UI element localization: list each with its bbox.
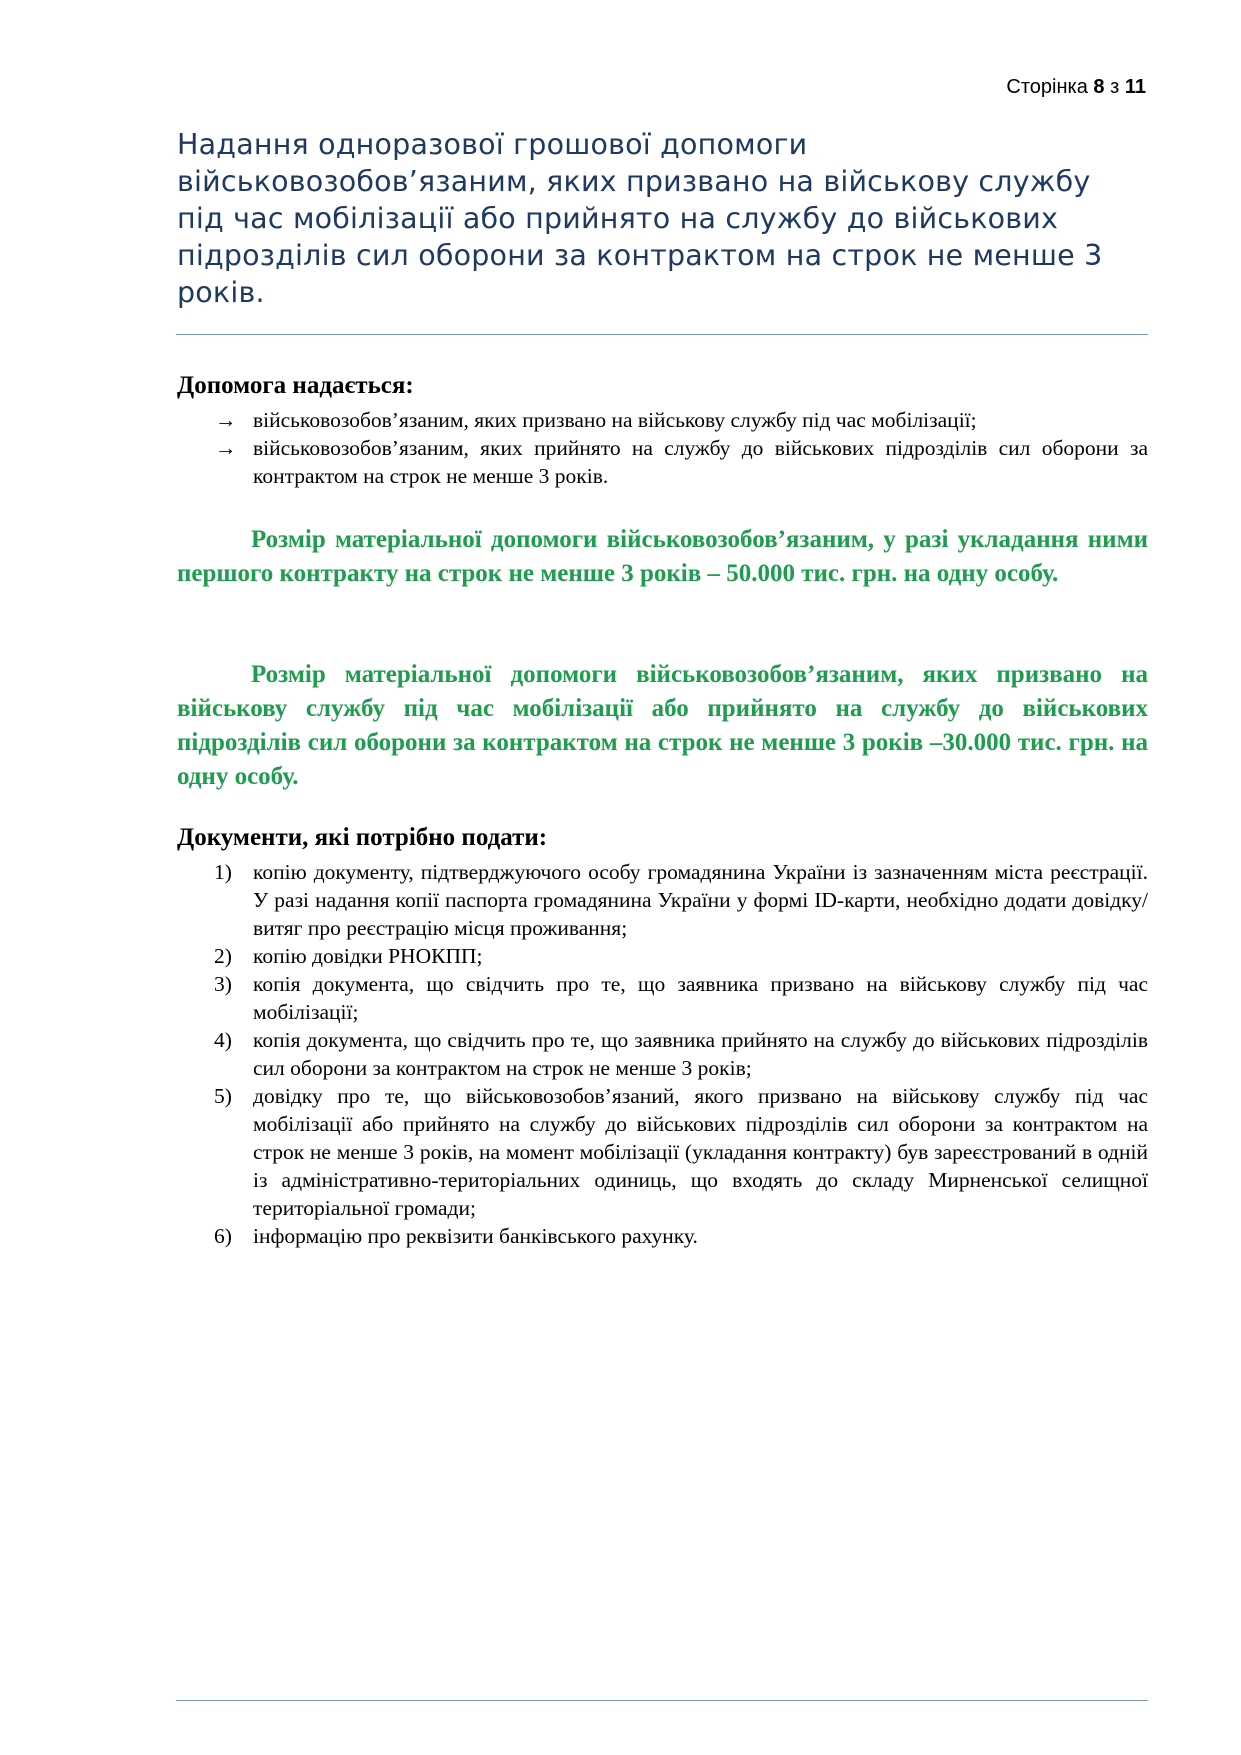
list-item-text: копію довідки РНОКПП;: [253, 944, 483, 968]
documents-heading: Документи, які потрібно подати:: [177, 824, 548, 851]
list-item-text: інформацію про реквізити банківського рахунку.: [253, 1224, 698, 1248]
list-number: 1): [214, 860, 232, 884]
list-number: 6): [214, 1224, 232, 1248]
list-item: [177, 1026, 1148, 1082]
amount-contract-paragraph: Розмір матеріальної допомоги військовозобов’язаним, у разі укладання ними першого контракту на строк не менше 3 років – 50.000 тис. грн. на одну особу.: [177, 526, 1148, 587]
list-item-text: копія документа, що свідчить про те, що заявника призвано на військову службу під час мобілізації;: [253, 972, 1148, 1024]
list-item-text: копію документу, підтверджуючого особу громадянина України із зазначенням міста реєстрації. У разі надання копії паспорта громадянина України у формі ID-карти, необхідно додати довідку/витяг про реєстрацію місця проживання;: [253, 860, 1148, 940]
assistance-list: [177, 406, 1148, 490]
list-number: 5): [214, 1084, 232, 1108]
list-number: 2): [214, 944, 232, 968]
list-number: 3): [214, 972, 232, 996]
list-number: 4): [214, 1028, 232, 1052]
arrow-icon: →: [215, 408, 237, 432]
list-item: [177, 858, 1148, 942]
page-number: Сторінка 8 з 11: [1006, 76, 1146, 98]
list-item-text: копія документа, що свідчить про те, що заявника прийнято на службу до військових підрозділів сил оборони за контрактом на строк не менше 3 років;: [253, 1028, 1148, 1080]
title-divider: [176, 334, 1148, 335]
list-item: [177, 942, 1148, 970]
list-item-text: військовозобов’язаним, яких призвано на військову службу під час мобілізації;: [253, 408, 977, 432]
page-title: Надання одноразової грошової допомоги військовозобов’язаним, яких призвано на військову службу під час мобілізації або прийнято на службу до військових підрозділів сил оборони за контрактом на строк не менше 3 років.: [177, 128, 1103, 309]
amount-mobilization-paragraph: Розмір матеріальної допомоги військовозобов’язаним, яких призвано на військову службу під час мобілізації або прийнято на службу до військових підрозділів сил оборони за контрактом на строк не менше 3 років –30.000 тис. грн. на одну особу.: [177, 661, 1148, 790]
list-item-text: довідку про те, що військовозобов’язаний, якого призвано на військову службу під час мобілізації або прийнято на службу до військових підрозділів сил оборони за контрактом на строк не менше 3 років, на момент мобілізації (укладання контракту) був зареєстрований в одній із адміністративно-територіальних одиниць, що входять до складу Мирненської селищної територіальної громади;: [253, 1084, 1148, 1220]
list-item-text: військовозобов’язаним, яких прийнято на службу до військових підрозділів сил оборони за контрактом на строк не менше 3 років.: [253, 436, 1148, 488]
list-item: [177, 406, 1148, 434]
list-item: [177, 434, 1148, 490]
arrow-icon: →: [215, 436, 237, 460]
list-item: [177, 1222, 1148, 1250]
footer-divider: [176, 1700, 1148, 1701]
documents-list: [177, 858, 1148, 1250]
assistance-heading: Допомога надається:: [177, 372, 414, 399]
list-item: [177, 970, 1148, 1026]
list-item: [177, 1082, 1148, 1222]
